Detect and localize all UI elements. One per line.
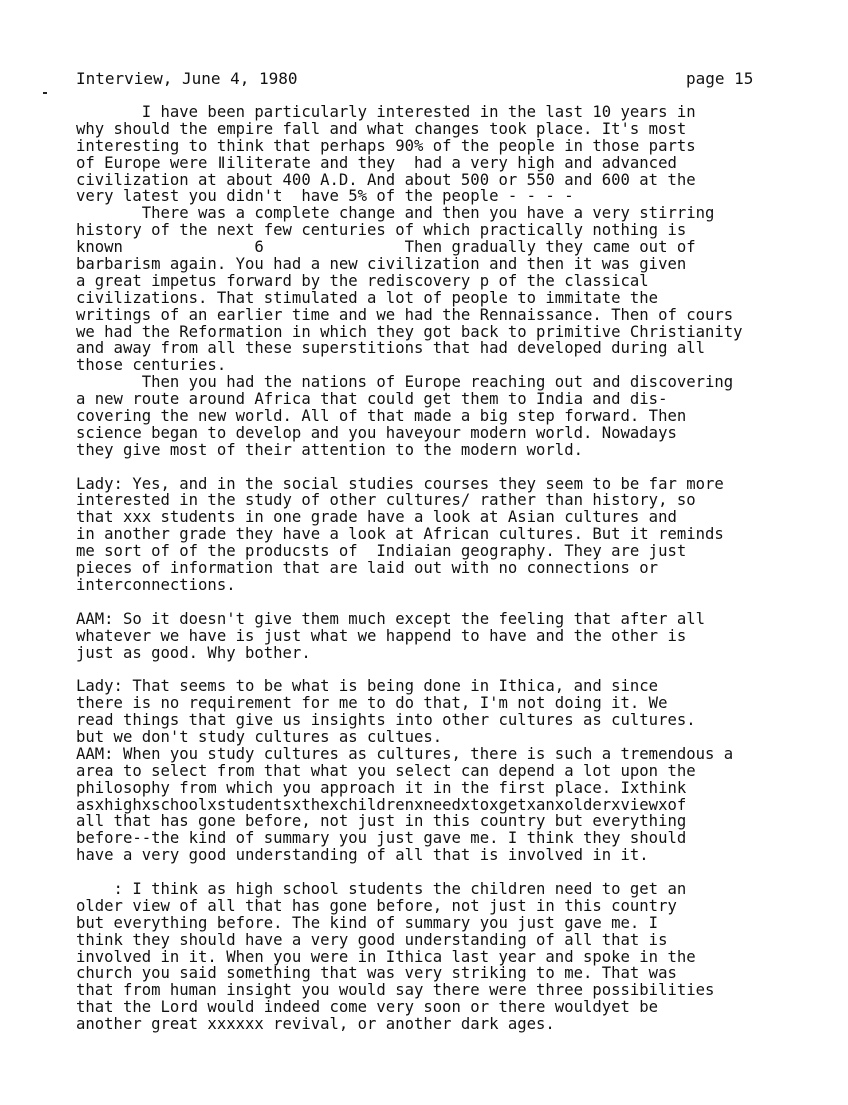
page-number: page 15 [686,69,754,88]
text-line: : I think as high school students the children need to get an [76,879,687,898]
text-line: read things that give us insights into other cultures as cultures. [76,711,696,730]
text-line: whatever we have is just what we happend to have and the other is [76,626,687,645]
text-line: church you said something that was very striking to me. That was [76,964,677,983]
text-line: involved in it. When you were in Ithica last year and spoke in the [76,947,696,966]
text-line: all that has gone before, not just in this country but everything [76,812,687,831]
text-line: Lady: That seems to be what is being done in Ithica, and since [76,677,659,696]
text-line: they give most of their attention to the modern world. [76,440,583,459]
text-line: in another grade they have a look at African cultures. But it reminds [76,525,724,544]
stray-mark [43,92,47,94]
text-line: AAM: When you study cultures as cultures, there is such a tremendous a [76,744,734,763]
text-line: think they should have a very good understanding of all that is [76,930,668,949]
text-line: covering the new world. All of that made a big step forward. Then [76,407,687,426]
text-line: but everything before. The kind of summary you just gave me. I [76,913,659,932]
text-line: Lady: Yes, and in the social studies courses they seem to be far more [76,474,724,493]
text-line: pieces of information that are laid out with no connections or [76,559,659,578]
text-line: there is no requirement for me to do that, I'm not doing it. We [76,694,668,713]
text-line: science began to develop and you haveyour modern world. Nowadays [76,423,677,442]
text-line: a new route around Africa that could get them to India and dis- [76,390,668,409]
text-line: those centuries. [76,356,227,375]
text-line [76,594,836,611]
text-line: that xxx students in one grade have a look at Asian cultures and [76,508,677,527]
text-line: of Europe were ǁiliterate and they had a very high and advanced [76,153,677,172]
text-line: very latest you didn't have 5% of the people - - - - [76,187,574,206]
text-line: and away from all these superstitions that had developed during all [76,339,706,358]
text-line: writings of an earlier time and we had the Rennaissance. Then of cours [76,305,734,324]
text-line: interesting to think that perhaps 90% of the people in those parts [76,136,696,155]
text-line: but we don't study cultures as cultues. [76,727,443,746]
text-line: that the Lord would indeed come very soon or there wouldyet be [76,998,659,1017]
text-line: have a very good understanding of all that is involved in it. [76,846,649,865]
text-line: a great impetus forward by the rediscovery p of the classical [76,271,649,290]
text-line: another great xxxxxx revival, or another dark ages. [76,1015,555,1034]
text-line: civilization at about 400 A.D. And about 500 or 550 and 600 at the [76,170,696,189]
text-line: area to select from that what you select can depend a lot upon the [76,761,696,780]
text-line: interconnections. [76,575,236,594]
text-line: that from human insight you would say there were three possibilities [76,981,715,1000]
text-line: There was a complete change and then you have a very stirring [76,204,715,223]
text-line: me sort of of the producsts of Indiaian geography. They are just [76,542,687,561]
text-line: Then you had the nations of Europe reaching out and discovering [76,373,734,392]
text-line: civilizations. That stimulated a lot of people to immitate the [76,288,659,307]
text-line: older view of all that has gone before, not just in this country [76,896,677,915]
text-line: asxhighxschoolxstudentsxthexchildrenxneedxtoxgetxanxolderxviewxof [76,795,687,814]
text-line: AAM: So it doesn't give them much except the feeling that after all [76,609,706,628]
document-title: Interview, June 4, 1980 [76,69,298,88]
text-line [76,864,836,881]
text-line: interested in the study of other cultures/ rather than history, so [76,491,696,510]
text-line: barbarism again. You had a new civilization and then it was given [76,255,687,274]
text-line: we had the Reformation in which they got back to primitive Christianity [76,322,743,341]
text-line [76,459,836,476]
transcript-body [76,104,836,1033]
text-line: philosophy from which you approach it in the first place. Ixthink [76,778,687,797]
text-line: before--the kind of summary you just gave me. I think they should [76,829,687,848]
text-line: known 6 Then gradually they came out of [76,238,696,257]
text-line [76,661,836,678]
text-line: why should the empire fall and what changes took place. It's most [76,119,687,138]
text-line: I have been particularly interested in the last 10 years in [76,103,696,121]
text-line: history of the next few centuries of which practically nothing is [76,221,687,240]
text-line: just as good. Why bother. [76,643,311,662]
